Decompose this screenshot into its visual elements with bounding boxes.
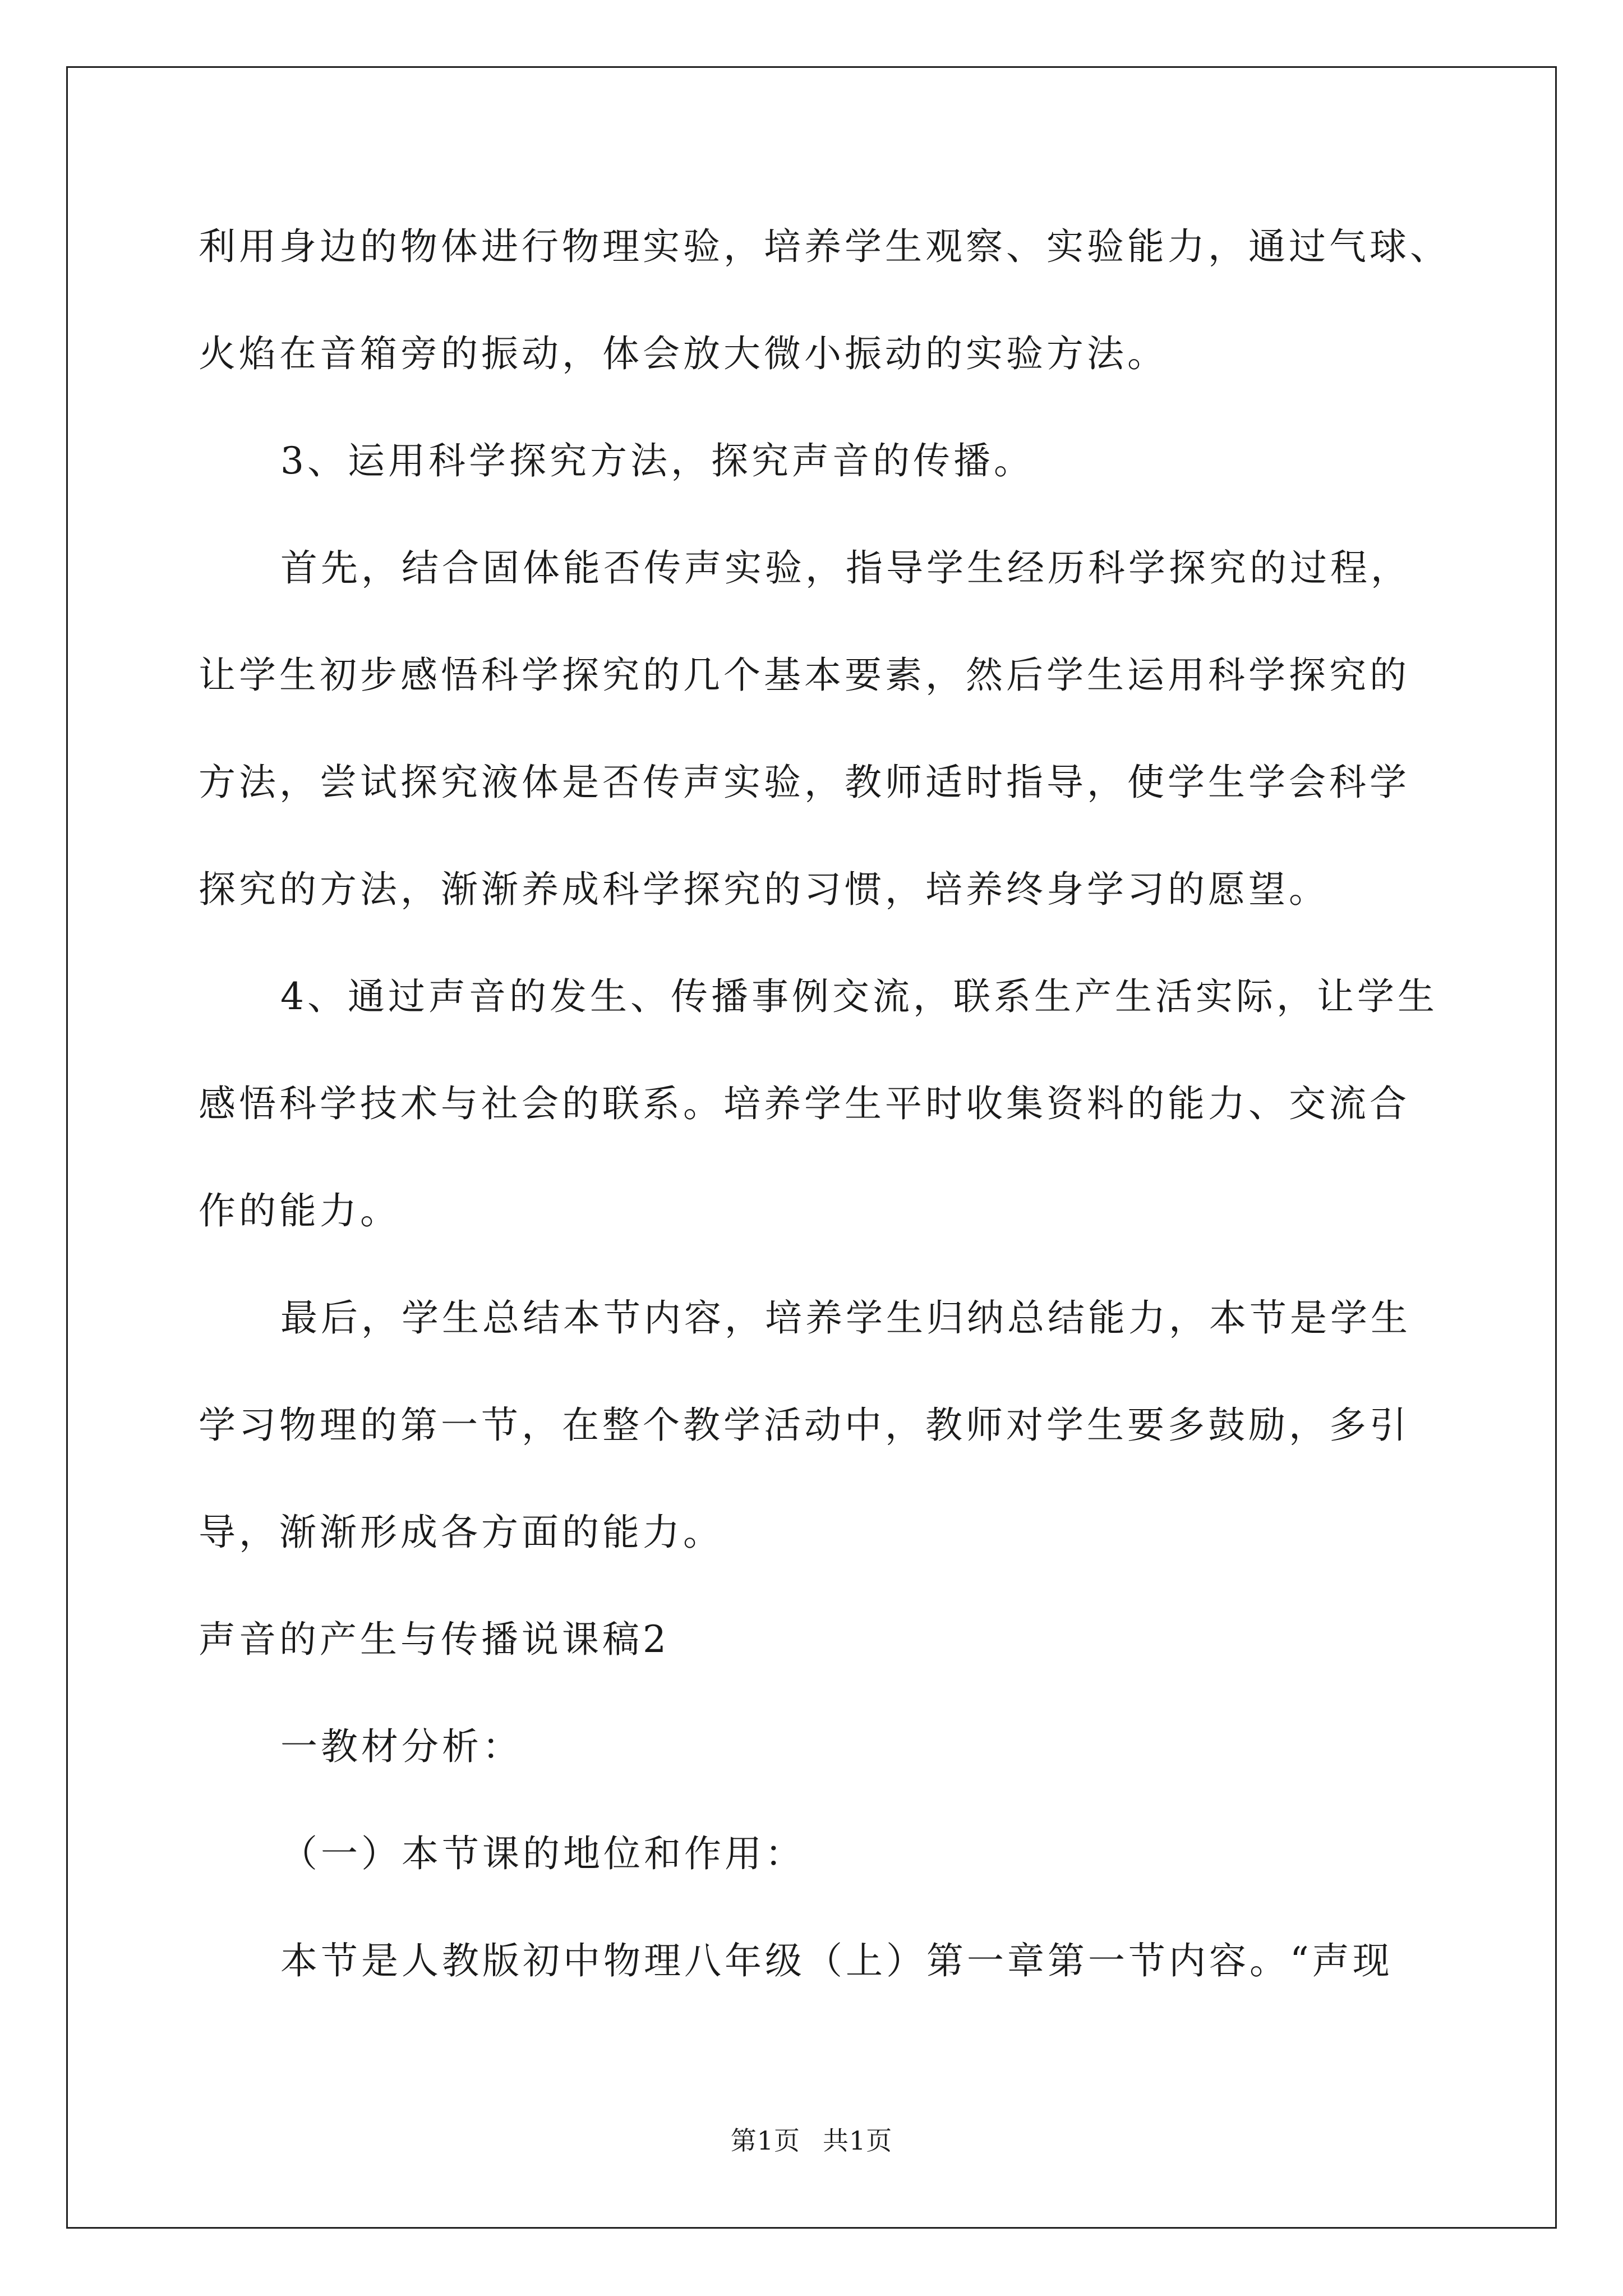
page-number: 第1页 bbox=[730, 2125, 800, 2156]
text-line: 利用身边的物体进行物理实验，培养学生观察、实验能力，通过气球、 bbox=[199, 225, 1450, 268]
text-line: 本节是人教版初中物理八年级（上）第一章第一节内容。“声现 bbox=[280, 1939, 1393, 1982]
text-line: 学习物理的第一节，在整个教学活动中，教师对学生要多鼓励，多引 bbox=[199, 1404, 1410, 1447]
page-total: 共1页 bbox=[823, 2125, 893, 2156]
text-line: （一）本节课的地位和作用： bbox=[280, 1832, 805, 1875]
text-line: 一教材分析： bbox=[280, 1725, 523, 1768]
text-line: 4、通过声音的发生、传播事例交流，联系生产生活实际，让学生 bbox=[280, 975, 1438, 1018]
text-line: 最后，学生总结本节内容，培养学生归纳总结能力，本节是学生 bbox=[280, 1296, 1411, 1340]
text-line: 导，渐渐形成各方面的能力。 bbox=[199, 1511, 723, 1554]
text-line: 首先，结合固体能否传声实验，指导学生经历科学探究的过程， bbox=[280, 546, 1411, 590]
text-line: 感悟科学技术与社会的联系。培养学生平时收集资料的能力、交流合 bbox=[199, 1082, 1410, 1125]
text-line: 3、运用科学探究方法，探究声音的传播。 bbox=[280, 439, 1034, 482]
text-line: 探究的方法，渐渐养成科学探究的习惯，培养终身学习的愿望。 bbox=[199, 868, 1329, 911]
text-line: 作的能力。 bbox=[199, 1189, 400, 1232]
page-footer bbox=[0, 2120, 1623, 2157]
section-heading: 声音的产生与传播说课稿2 bbox=[199, 1618, 670, 1661]
document-body bbox=[199, 213, 1450, 2035]
text-line: 让学生初步感悟科学探究的几个基本要素，然后学生运用科学探究的 bbox=[199, 654, 1410, 697]
text-line: 火焰在音箱旁的振动，体会放大微小振动的实验方法。 bbox=[199, 332, 1168, 375]
text-line: 方法，尝试探究液体是否传声实验，教师适时指导，使学生学会科学 bbox=[199, 761, 1410, 804]
